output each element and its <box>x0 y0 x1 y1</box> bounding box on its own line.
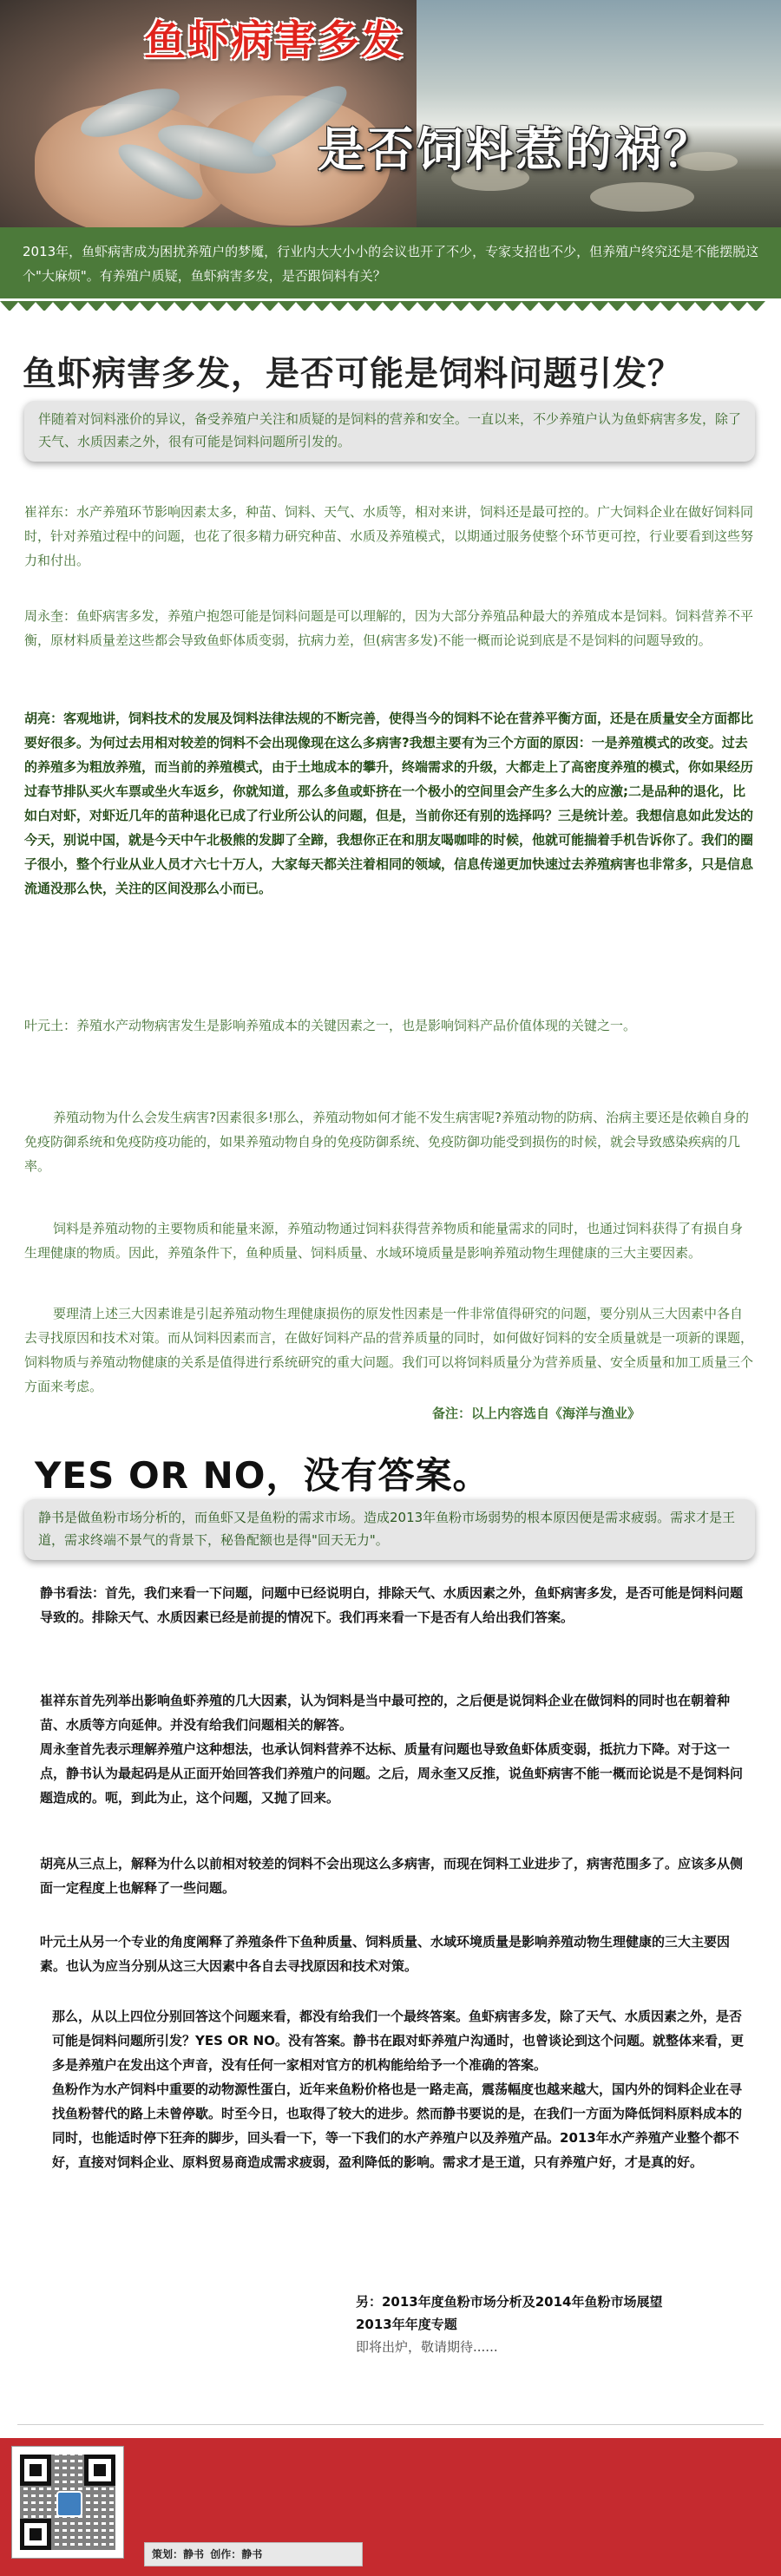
zigzag-tooth <box>260 301 279 311</box>
cui-xiangdong-paragraph: 崔祥东：水产养殖环节影响因素太多，种苗、饲料、天气、水质等，相对来讲，饲料还是最可控的。广大饲料企业在做好饲料同时，针对养殖过程中的问题，也花了很多精力研究种苗、水质及养殖模式，以期通过服务使整个环节更可控，行业要看到这些努力和付出。 <box>24 504 754 568</box>
section1-callout-text: 伴随着对饲料涨价的异议，备受养殖户关注和质疑的是饲料的营养和安全。一直以来，不少养殖户认为鱼虾病害多发，除了天气、水质因素之外，很有可能是饲料问题所引发的。 <box>38 411 742 449</box>
divider-line <box>17 2424 764 2425</box>
zigzag-tooth <box>399 301 418 311</box>
zigzag-tooth <box>208 301 227 311</box>
zigzag-tooth <box>746 301 765 311</box>
hero-banner <box>0 0 781 227</box>
zigzag-tooth <box>417 301 436 311</box>
zigzag-tooth <box>312 301 331 311</box>
zigzag-tooth <box>139 301 158 311</box>
zigzag-tooth <box>469 301 488 311</box>
zigzag-tooth <box>382 301 401 311</box>
jingshu-view-paragraph: 静书看法：首先，我们来看一下问题，问题中已经说明白，排除天气、水质因素之外，鱼虾病害多发，是否可能是饲料问题导致的。排除天气、水质因素已经是前提的情况下。我们再来看一下是否有人给出我们答案。 <box>40 1585 744 1625</box>
zigzag-tooth <box>729 301 748 311</box>
factors-paragraph: 要理清上述三大因素谁是引起养殖动物生理健康损伤的原发性因素是一件非常值得研究的问题，要分别从三大因素中各自去寻找原因和技术对策。而从饲料因素而言，在做好饲料产品的营养质量的同时，如何做好饲料的安全质量就是一项新的课题，饲料物质与养殖动物健康的关系是值得进行系统研究的重大问题。我们可以将饲料质量分为营养质量、安全质量和加工质量三个方面来考虑。 <box>24 1306 754 1394</box>
zigzag-divider <box>0 298 781 311</box>
qr-finder-icon <box>20 2455 51 2486</box>
experts-summary-paragraph: 崔祥东首先列举出影响鱼虾养殖的几大因素，认为饲料是当中最可控的，之后便是说饲料企业在做饲料的同时也在朝着种苗、水质等方向延伸。并没有给我们问题相关的解答。 周永奎首先表示理解养殖户这种想法，也承认饲料营养不达标、质量有问题也导致鱼虾体质变弱，抵抗力下降。对于这一点，静书认为最起码是从正面开始回答我们养殖户的问题。之后，周永奎又反推，说鱼虾病害不能一概而论说是不是饲料问题造成的。呃，到此为止，这个问题，又抛了回来。 <box>40 1693 744 1806</box>
zigzag-tooth <box>69 301 89 311</box>
intro-band <box>0 227 781 298</box>
zigzag-tooth <box>52 301 71 311</box>
zigzag-tooth <box>451 301 470 311</box>
zigzag-tooth <box>174 301 193 311</box>
zigzag-tooth <box>156 301 175 311</box>
zhou-yongkui-paragraph: 周永奎：鱼虾病害多发，养殖户抱怨可能是饲料问题是可以理解的，因为大部分养殖品种最大的养殖成本是饲料。饲料营养不平衡，原材料质量差这些都会导致鱼虾体质变弱，抗病力差，但(病害多发)不能一概而论说到底是不是饲料的问题导致的。 <box>24 608 754 648</box>
zigzag-tooth <box>677 301 696 311</box>
source-note: 备注：以上内容选自《海洋与渔业》 <box>432 1406 641 1421</box>
zigzag-tooth <box>243 301 262 311</box>
zigzag-tooth <box>555 301 574 311</box>
conclusion-paragraph: 那么，从以上四位分别回答这个问题来看，都没有给我们一个最终答案。鱼虾病害多发，除了天气、水质因素之外，是否可能是饲料问题所引发？YES OR NO。没有答案。静书在跟对虾养殖户沟通时，也曾谈论到这个问题。就整体来看，更多是养殖户在发出这个声音，没有任何一家相对官方的机构能给给予一个准确的答案。 鱼粉作为水产饲料中重要的动物源性蛋白，近年来鱼粉价格也是一路走高，震荡幅度也越来越大，国内外的饲料企业在寻找鱼粉替代的路上未曾停歇。时至今日，也取得了较大的进步。然而静书要说的是，在我们一方面为降低饲料原料成本的同时，也能适时停下狂奔的脚步，回头看一下，等一下我们的水产养殖户以及养殖产品。2013年水产养殖产业整个都不好，直接对饲料企业、原料贸易商造成需求疲弱，盈利降低的影响。需求才是王道，只有养殖户好，才是真的好。 <box>52 2009 744 2170</box>
disease-paragraph: 养殖动物为什么会发生病害?因素很多!那么，养殖动物如何才能不发生病害呢?养殖动物的防病、治病主要还是依赖自身的免疫防御系统和免疫防疫功能的，如果养殖动物自身的免疫防御系统、免疫防御功能受到损伤的时候，就会导致感染疾病的几率。 <box>24 1110 749 1174</box>
hu-liang-paragraph: 胡亮：客观地讲，饲料技术的发展及饲料法律法规的不断完善，使得当今的饲料不论在营养平衡方面，还是在质量安全方面都比要好很多。为何过去用相对较差的饲料不会出现像现在这么多病害?我想主要有为三个方面的原因：一是养殖模式的改变。过去的养殖多为粗放养殖，而当前的养殖模式，由于土地成本的攀升，终端需求的升级，大都走上了高密度养殖的模式，你如果经历过春节排队买火车票或坐火车返乡，你就知道，那么多鱼或虾挤在一个极小的空间里会产生多么大的应激;二是品种的退化，比如白对虾，对虾近几年的苗种退化已成了行业所公认的问题，但是，当前你还有别的选择吗？三是统计差。我想信息如此发达的今天，别说中国，就是今天中午北极熊的发脚了全蹄，我想你正在和朋友喝咖啡的时候，他就可能揣着手机告诉你了。我们的圈子很小，整个行业从业人员才六七十万人，大家每天都关注着相同的领域，信息传递更加快速过去养殖病害也非常多，只是信息流通没那么快，关注的区间没那么小而已。 <box>24 711 754 896</box>
section2-callout <box>24 1499 755 1560</box>
zigzag-tooth <box>191 301 210 311</box>
zigzag-tooth <box>573 301 592 311</box>
zigzag-tooth <box>503 301 522 311</box>
zigzag-tooth <box>87 301 106 311</box>
stone-shape <box>590 182 694 212</box>
credit-text: 策划：静书 创作：静书 <box>152 2548 263 2560</box>
section1-title: 鱼虾病害多发，是否可能是饲料问题引发？ <box>23 355 683 394</box>
zigzag-tooth <box>590 301 609 311</box>
qr-finder-icon <box>84 2455 115 2486</box>
zigzag-tooth <box>35 301 54 311</box>
zigzag-tooth <box>0 301 19 311</box>
zigzag-tooth <box>347 301 366 311</box>
intro-text: 2013年，鱼虾病害成为困扰养殖户的梦魇，行业内大大小小的会议也开了不少，专家支招也不少，但养殖户终究还是不能摆脱这个"大麻烦"。有养殖户质疑，鱼虾病害多发，是否跟饲料有关？ <box>23 244 759 284</box>
credit-bar <box>144 2542 363 2566</box>
zigzag-tooth <box>625 301 644 311</box>
zigzag-tooth <box>607 301 627 311</box>
hero-title: 鱼虾病害多发 <box>144 16 405 65</box>
zigzag-tooth <box>642 301 661 311</box>
section2-callout-text: 静书是做鱼粉市场分析的，而鱼虾又是鱼粉的需求市场。造成2013年鱼粉市场弱势的根本原因便是需求疲弱。需求才是王道，需求终端不景气的背景下，秘鲁配额也是得"回天无力"。 <box>38 1510 736 1548</box>
ye-yuantu-summary-paragraph: 叶元土从另一个专业的角度阐释了养殖条件下鱼种质量、饲料质量、水域环境质量是影响养殖动物生理健康的三大主要因素。也认为应当分别从这三大因素中各自去寻找原因和技术对策。 <box>40 1934 731 1974</box>
zigzag-tooth <box>104 301 123 311</box>
feed-paragraph: 饲料是养殖动物的主要物质和能量来源，养殖动物通过饲料获得营养物质和能量需求的同时，也通过饲料获得了有损自身生理健康的物质。因此，养殖条件下，鱼种质量、饲料质量、水域环境质量是影响养殖动物生理健康的三大主要因素。 <box>24 1221 744 1261</box>
ye-yuantu-paragraph: 叶元土：养殖水产动物病害发生是影响养殖成本的关键因素之一，也是影响饲料产品价值体现的关键之一。 <box>24 1018 637 1033</box>
zigzag-tooth <box>226 301 245 311</box>
zigzag-tooth <box>660 301 679 311</box>
zigzag-tooth <box>712 301 731 311</box>
zigzag-tooth <box>486 301 505 311</box>
zigzag-tooth <box>278 301 297 311</box>
zigzag-tooth <box>521 301 540 311</box>
hero-subtitle: 是否饲料惹的祸？ <box>318 122 713 177</box>
qr-code[interactable] <box>12 2447 123 2558</box>
qr-logo-icon <box>56 2491 82 2517</box>
zigzag-tooth <box>694 301 713 311</box>
section2-title: YES OR NO，没有答案。 <box>35 1454 490 1497</box>
zigzag-tooth <box>295 301 314 311</box>
zigzag-tooth <box>121 301 141 311</box>
footer-line-2: 2013年年度专题 <box>356 2317 457 2332</box>
zigzag-tooth <box>330 301 349 311</box>
zigzag-tooth <box>364 301 384 311</box>
footer-line-3: 即将出炉，敬请期待...... <box>356 2339 498 2355</box>
footer-line-1: 另：2013年度鱼粉市场分析及2014年鱼粉市场展望 <box>356 2294 663 2310</box>
section1-callout <box>24 401 755 462</box>
zigzag-tooth <box>538 301 557 311</box>
zigzag-tooth <box>17 301 36 311</box>
zigzag-tooth <box>434 301 453 311</box>
hu-liang-summary-paragraph: 胡亮从三点上，解释为什么以前相对较差的饲料不会出现这么多病害，而现在饲料工业进步了，病害范围多了。应该多从侧面一定程度上也解释了一些问题。 <box>40 1856 744 1896</box>
qr-finder-icon <box>20 2519 51 2550</box>
